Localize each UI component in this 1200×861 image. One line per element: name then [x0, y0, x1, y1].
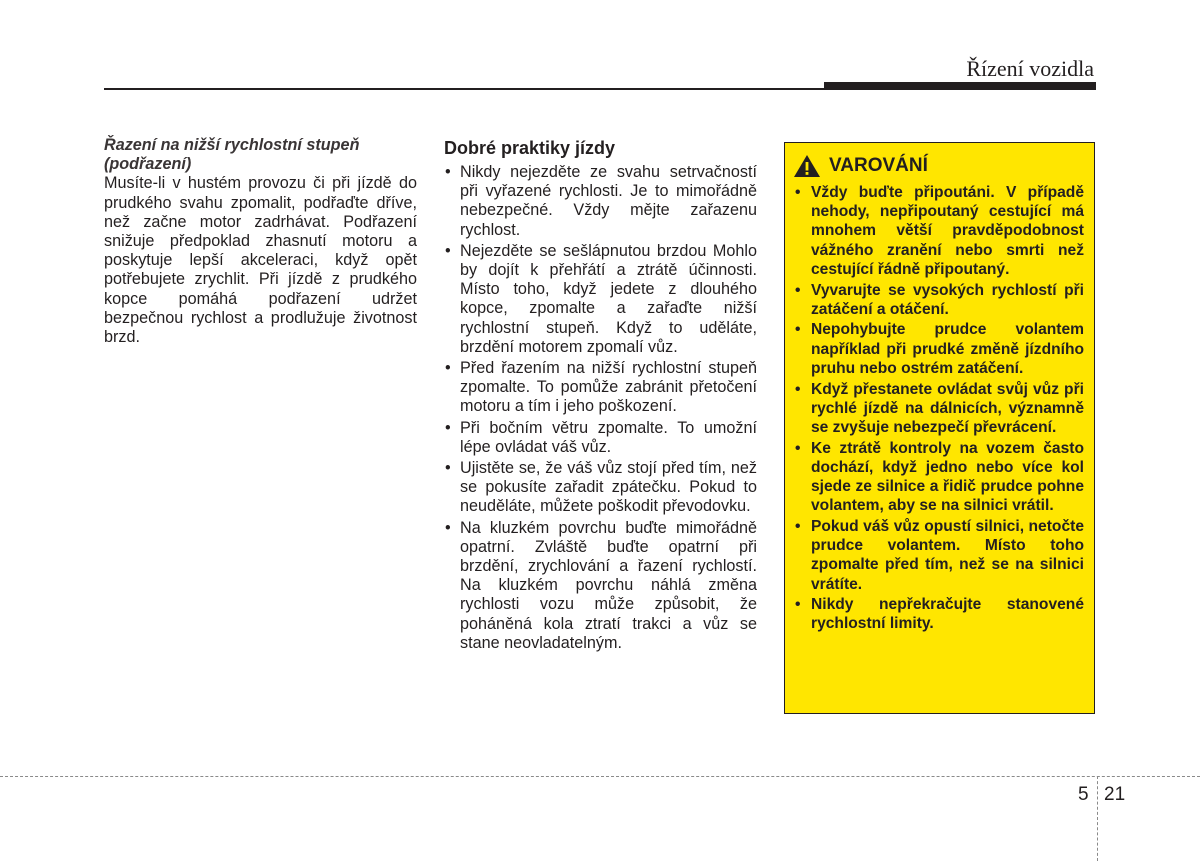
list-item: • Při bočním větru zpomalte. To umožní lépe ovládat váš vůz.	[444, 419, 757, 457]
warning-box	[784, 142, 1095, 714]
list-item: • Pokud váš vůz opustí silnici, netočte prudce volantem. Místo toho zpomalte před tím, než se na silnici vrátíte.	[793, 517, 1084, 594]
list-item: • Ke ztrátě kontroly na vozem často dochází, když jedno nebo více kol sjede ze silnice a řidič prudce pohne volantem, aby se na silnici vrátil.	[793, 439, 1084, 516]
driving-practices-heading: Dobré praktiky jízdy	[444, 138, 616, 158]
warning-title	[793, 153, 1084, 179]
driving-practices-list	[444, 163, 757, 653]
middle-column	[444, 136, 757, 655]
footer-separator	[1097, 776, 1098, 861]
list-item: • Nejezděte se sešlápnutou brzdou Mohlo by dojít k přehřátí a ztrátě účinnosti. Místo toho, když jedete z dlouhého kopce, zpomalte a zařaďte nižší rychlostní stupeň. Když to uděláte, brzdění motorem zpomalí vůz.	[444, 242, 757, 357]
list-item: • Vždy buďte připoutáni. V případě nehody, nepřipoutaný cestující má mnohem větší pravděpodobnost vážného zranění nebo smrti než cestující řádně připoutaný.	[793, 183, 1084, 279]
warning-list	[793, 183, 1084, 634]
list-item: • Vyvarujte se vysokých rychlostí při zatáčení a otáčení.	[793, 281, 1084, 319]
chapter-number: 5	[1078, 784, 1089, 805]
list-item: • Před řazením na nižší rychlostní stupeň zpomalte. To pomůže zabránit přetočení motoru a tím i jeho poškození.	[444, 359, 757, 417]
warning-triangle-icon	[793, 154, 821, 178]
list-item: • Nepohybujte prudce volantem například při prudké změně jízdního pruhu nebo ostrém zatáčení.	[793, 320, 1084, 378]
list-item: • Nikdy nejezděte ze svahu setrvačností při vyřazené rychlosti. Je to mimořádně nebezpečné. Vždy mějte zařazenu rychlost.	[444, 163, 757, 240]
list-item: • Na kluzkém povrchu buďte mimořádně opatrní. Zvláště buďte opatrní při brzdění, zrychlování a řazení rychlostí. Na kluzkém povrchu náhlá změna rychlosti vozu může způsobit, že poháněná kola ztratí trakci a vůz se stane neovladatelným.	[444, 519, 757, 653]
page-number: 21	[1104, 784, 1126, 805]
footer-rule	[0, 776, 1200, 777]
list-item: • Když přestanete ovládat svůj vůz při rychlé jízdě na dálnicích, významně se zvyšuje nebezpečí převrácení.	[793, 380, 1084, 438]
header-rule-accent	[824, 82, 1096, 90]
warning-title-text: VAROVÁNÍ	[829, 155, 928, 176]
chapter-title: Řízení vozidla	[966, 56, 1094, 81]
list-item: • Nikdy nepřekračujte stanovené rychlostní limity.	[793, 595, 1084, 633]
list-item: • Ujistěte se, že váš vůz stojí před tím, než se pokusíte zařadit zpátečku. Pokud to neuděláte, můžete poškodit převodovku.	[444, 459, 757, 517]
left-column	[104, 136, 417, 347]
downshift-heading: Řazení na nižší rychlostní stupeň (podřazení)	[104, 136, 360, 174]
downshift-paragraph: Musíte-li v hustém provozu či při jízdě do prudkého svahu zpomalit, podřaďte dříve, než začne motor zadrhávat. Podřazení snižuje předpoklad zhasnutí motoru a poskytuje lepší akceleraci, když opět potřebujete zrychlit. Při jízdě z prudkého kopce pomáhá podřazení udržet bezpečnou rychlost a prodlužuje životnost brzd.	[104, 174, 417, 347]
